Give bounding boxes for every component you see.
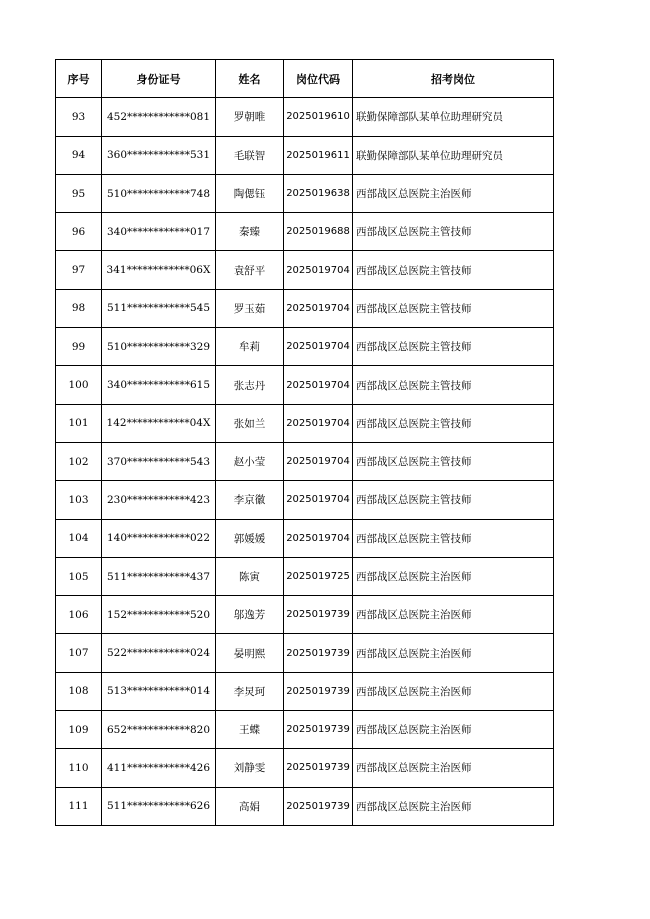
cell-seq: 107 xyxy=(56,634,102,672)
cell-position-code: 2025019739 xyxy=(284,749,353,787)
cell-position: 西部战区总医院主治医师 xyxy=(353,749,554,787)
cell-name: 王蝶 xyxy=(216,711,284,749)
cell-position-code: 2025019611 xyxy=(284,136,353,174)
cell-position: 西部战区总医院主管技师 xyxy=(353,251,554,289)
cell-name: 罗玉茹 xyxy=(216,289,284,327)
cell-seq: 106 xyxy=(56,596,102,634)
cell-id-number: 510************329 xyxy=(102,328,216,366)
cell-id-number: 340************017 xyxy=(102,213,216,251)
cell-name: 李炅珂 xyxy=(216,672,284,710)
cell-name: 陶偲钰 xyxy=(216,174,284,212)
table-row xyxy=(56,787,554,825)
cell-seq: 104 xyxy=(56,519,102,557)
cell-seq: 98 xyxy=(56,289,102,327)
table-row xyxy=(56,251,554,289)
cell-position-code: 2025019704 xyxy=(284,251,353,289)
cell-position: 西部战区总医院主管技师 xyxy=(353,404,554,442)
cell-id-number: 152************520 xyxy=(102,596,216,634)
header-id-number: 身份证号 xyxy=(102,60,216,98)
table-row xyxy=(56,174,554,212)
cell-name: 刘静雯 xyxy=(216,749,284,787)
cell-seq: 94 xyxy=(56,136,102,174)
cell-seq: 99 xyxy=(56,328,102,366)
cell-id-number: 341************06X xyxy=(102,251,216,289)
cell-id-number: 652************820 xyxy=(102,711,216,749)
cell-position: 西部战区总医院主管技师 xyxy=(353,481,554,519)
cell-seq: 111 xyxy=(56,787,102,825)
cell-seq: 93 xyxy=(56,98,102,136)
cell-position: 西部战区总医院主治医师 xyxy=(353,711,554,749)
cell-seq: 100 xyxy=(56,366,102,404)
cell-name: 郭媛媛 xyxy=(216,519,284,557)
cell-position-code: 2025019704 xyxy=(284,519,353,557)
cell-position-code: 2025019610 xyxy=(284,98,353,136)
cell-position-code: 2025019739 xyxy=(284,672,353,710)
table-row xyxy=(56,289,554,327)
cell-seq: 110 xyxy=(56,749,102,787)
cell-seq: 97 xyxy=(56,251,102,289)
cell-id-number: 142************04X xyxy=(102,404,216,442)
cell-seq: 95 xyxy=(56,174,102,212)
cell-name: 张如兰 xyxy=(216,404,284,442)
table-row xyxy=(56,557,554,595)
cell-id-number: 452************081 xyxy=(102,98,216,136)
cell-id-number: 513************014 xyxy=(102,672,216,710)
cell-position: 西部战区总医院主治医师 xyxy=(353,557,554,595)
cell-position: 西部战区总医院主治医师 xyxy=(353,174,554,212)
cell-position: 西部战区总医院主管技师 xyxy=(353,213,554,251)
cell-position-code: 2025019704 xyxy=(284,328,353,366)
table-row xyxy=(56,366,554,404)
cell-name: 晏明熙 xyxy=(216,634,284,672)
cell-position: 联勤保障部队某单位助理研究员 xyxy=(353,98,554,136)
table-row xyxy=(56,98,554,136)
table-row xyxy=(56,213,554,251)
cell-id-number: 340************615 xyxy=(102,366,216,404)
cell-id-number: 510************748 xyxy=(102,174,216,212)
cell-position-code: 2025019688 xyxy=(284,213,353,251)
table-row xyxy=(56,481,554,519)
cell-position-code: 2025019725 xyxy=(284,557,353,595)
cell-seq: 96 xyxy=(56,213,102,251)
table-header xyxy=(56,60,554,98)
cell-position-code: 2025019704 xyxy=(284,404,353,442)
cell-id-number: 511************545 xyxy=(102,289,216,327)
cell-position-code: 2025019704 xyxy=(284,289,353,327)
cell-position-code: 2025019638 xyxy=(284,174,353,212)
cell-position-code: 2025019704 xyxy=(284,481,353,519)
cell-id-number: 522************024 xyxy=(102,634,216,672)
cell-position-code: 2025019739 xyxy=(284,634,353,672)
cell-position: 西部战区总医院主管技师 xyxy=(353,366,554,404)
cell-position-code: 2025019704 xyxy=(284,442,353,480)
cell-name: 罗朝唯 xyxy=(216,98,284,136)
cell-seq: 109 xyxy=(56,711,102,749)
cell-name: 赵小莹 xyxy=(216,442,284,480)
header-name: 姓名 xyxy=(216,60,284,98)
table-row xyxy=(56,596,554,634)
cell-name: 陈寅 xyxy=(216,557,284,595)
cell-position: 西部战区总医院主治医师 xyxy=(353,672,554,710)
cell-name: 毛联智 xyxy=(216,136,284,174)
table-row xyxy=(56,328,554,366)
table-row xyxy=(56,404,554,442)
cell-position: 西部战区总医院主治医师 xyxy=(353,634,554,672)
cell-name: 高娟 xyxy=(216,787,284,825)
candidate-table xyxy=(55,59,554,826)
table-row xyxy=(56,519,554,557)
cell-position: 西部战区总医院主治医师 xyxy=(353,787,554,825)
header-row xyxy=(56,60,554,98)
cell-seq: 101 xyxy=(56,404,102,442)
cell-position: 西部战区总医院主管技师 xyxy=(353,519,554,557)
cell-id-number: 511************626 xyxy=(102,787,216,825)
cell-position-code: 2025019704 xyxy=(284,366,353,404)
cell-seq: 103 xyxy=(56,481,102,519)
header-position-code: 岗位代码 xyxy=(284,60,353,98)
table-row xyxy=(56,634,554,672)
cell-id-number: 140************022 xyxy=(102,519,216,557)
table-row xyxy=(56,136,554,174)
cell-seq: 102 xyxy=(56,442,102,480)
cell-name: 张志丹 xyxy=(216,366,284,404)
cell-position: 西部战区总医院主管技师 xyxy=(353,442,554,480)
cell-name: 袁舒平 xyxy=(216,251,284,289)
cell-id-number: 411************426 xyxy=(102,749,216,787)
cell-id-number: 370************543 xyxy=(102,442,216,480)
header-seq: 序号 xyxy=(56,60,102,98)
cell-position: 西部战区总医院主治医师 xyxy=(353,596,554,634)
table-row xyxy=(56,711,554,749)
cell-name: 秦臻 xyxy=(216,213,284,251)
cell-id-number: 511************437 xyxy=(102,557,216,595)
cell-seq: 105 xyxy=(56,557,102,595)
cell-position-code: 2025019739 xyxy=(284,787,353,825)
cell-position: 联勤保障部队某单位助理研究员 xyxy=(353,136,554,174)
table-row xyxy=(56,442,554,480)
cell-position: 西部战区总医院主管技师 xyxy=(353,289,554,327)
cell-id-number: 360************531 xyxy=(102,136,216,174)
cell-name: 牟莉 xyxy=(216,328,284,366)
table-body xyxy=(56,98,554,826)
cell-seq: 108 xyxy=(56,672,102,710)
cell-name: 邬逸芳 xyxy=(216,596,284,634)
table-row xyxy=(56,749,554,787)
table-row xyxy=(56,672,554,710)
cell-position: 西部战区总医院主管技师 xyxy=(353,328,554,366)
cell-position-code: 2025019739 xyxy=(284,596,353,634)
cell-id-number: 230************423 xyxy=(102,481,216,519)
cell-position-code: 2025019739 xyxy=(284,711,353,749)
cell-name: 李京徽 xyxy=(216,481,284,519)
header-position: 招考岗位 xyxy=(353,60,554,98)
